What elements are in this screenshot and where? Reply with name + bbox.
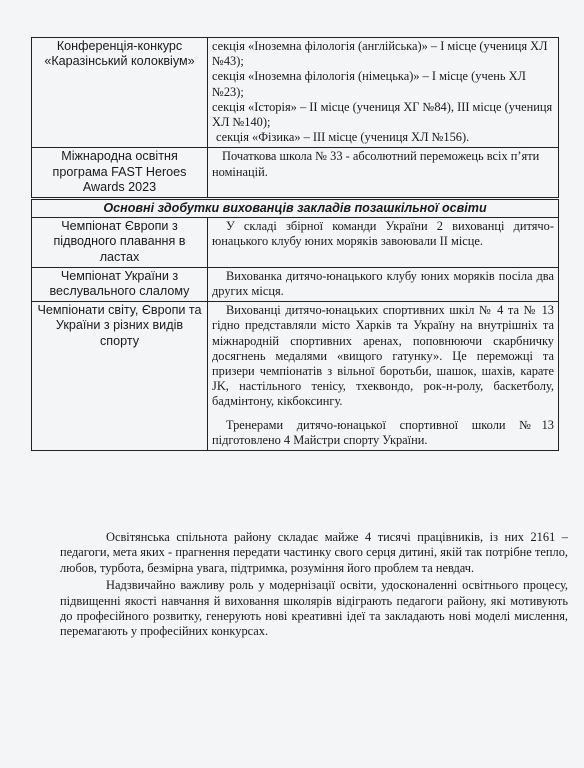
row-label: Чемпіонат України з веслувального слалому	[32, 267, 208, 301]
row-line: секція «Іноземна філологія (англійська)» – І місце (учениця ХЛ №43);	[212, 39, 548, 69]
achievements-table	[31, 37, 559, 451]
row-line: секція «Історія» – ІІ місце (учениця ХГ №84), ІІІ місце (учениця ХЛ №140);	[212, 99, 553, 130]
row-content	[208, 38, 559, 148]
row-content	[208, 218, 559, 268]
paragraph: Надзвичайно важливу роль у модернізації освіти, удосконаленні освітнього процесу, підвищенні якості навчання й виховання школярів відіграють педагоги району, які мотивують до професійного розвитку, генерують нові креативні ідеї та закладають нові моделі мислення, перемагають у професійних конкурсах.	[60, 578, 568, 639]
row-line: секція «Фізика» – ІІІ місце (учениця ХЛ №156).	[216, 130, 470, 145]
row-line: У складі збірної команди України 2 вихованці дитячо-юнацького клубу юних моряків завоювали ІІ місце.	[212, 219, 554, 249]
row-line: Вихованка дитячо-юнацького клубу юних моряків посіла два других місця.	[212, 268, 554, 299]
row-line: секція «Іноземна філологія (німецька)» – І місце (учень ХЛ №23);	[212, 69, 526, 99]
table-row	[32, 148, 559, 199]
table-row	[32, 218, 559, 268]
row-line: Вихованці дитячо-юнацьких спортивних шкіл № 4 та № 13 гідно представляли місто Харків та Україну на внутрішніх та міжнародній спортивних аренах, поповнюючи скарбничку досягнень медалями «вищого гатунку». Це переможці та призери чемпіонатів з вільної боротьби, шашок, шахів, карате JK, настільного тенісу, тхеквондо, рок-н-ролу, баскетболу, бадмінтону, кікбоксингу.	[212, 303, 554, 409]
row-label: Міжнародна освітня програма FAST Heroes Awards 2023	[32, 148, 208, 199]
row-line: Тренерами дитячо-юнацької спортивної школи №13 підготовлено 4 Майстри спорту України.	[212, 417, 554, 447]
row-label: Конференція-конкурс «Каразінський колоквіум»	[32, 38, 208, 148]
paragraph: Освітянська спільнота району складає майже 4 тисячі працівників, із них 2161 – педагоги, мета яких - прагнення передати частинку свого серця дитині, якій так потрібне тепло, любов, турбота, безмірна увага, підтримка, розуміння його проблем та невдач.	[60, 530, 568, 575]
table-row	[32, 267, 559, 301]
row-label: Чемпіонати світу, Європи та України з різних видів спорту	[32, 302, 208, 451]
row-line: Початкова школа № 33 - абсолютний переможець всіх п’яти номінацій.	[212, 149, 540, 179]
body-text	[60, 530, 568, 642]
section-title: Основні здобутки вихованців закладів позашкільної освіти	[32, 199, 559, 218]
row-label: Чемпіонат Європи з підводного плавання в ластах	[32, 218, 208, 268]
row-content	[208, 302, 559, 451]
section-header-row	[32, 199, 559, 218]
row-content	[208, 267, 559, 301]
table-row	[32, 38, 559, 148]
table-row	[32, 302, 559, 451]
row-content	[208, 148, 559, 199]
